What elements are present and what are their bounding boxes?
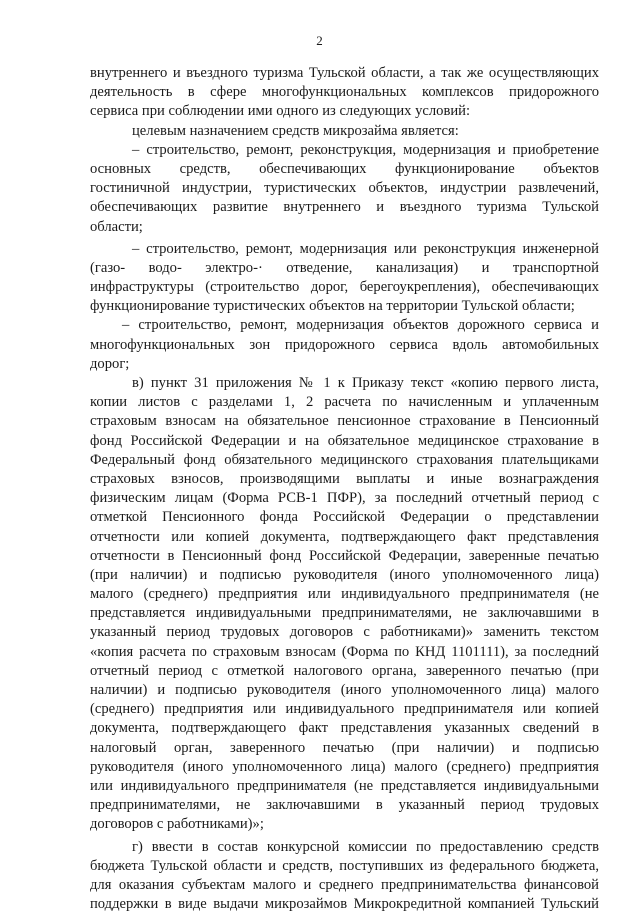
text-line: – строительство, ремонт, модернизация объектов дорожного сервиса и bbox=[122, 317, 599, 334]
text-line: дорог; bbox=[90, 355, 130, 372]
text-line: фонд Российской Федерации и на обязательное медицинское страхование в bbox=[90, 432, 599, 449]
text-line: внутреннего и въездного туризма Тульской области, а так же осуществляющих bbox=[90, 65, 599, 81]
text-line: г) ввести в состав конкурсной комиссии по предоставлению средств bbox=[132, 838, 599, 855]
text-line: (при наличии) и подписью руководителя (иного уполномоченного лица) bbox=[90, 566, 599, 583]
text-line: обеспечивающих развитие внутреннего и въездного туризма Тульской bbox=[90, 199, 599, 216]
text-line: или индивидуального предпринимателя (не представляется индивидуальными bbox=[90, 777, 599, 794]
text-line: наличии) и подписью руководителя (иного уполномоченного лица) малого bbox=[90, 682, 599, 698]
document-body bbox=[90, 64, 599, 914]
text-line: основных средств, обеспечивающих функционирование объектов bbox=[90, 160, 599, 177]
text-line: (газо- водо- электро-· отведение, канализация) и транспортной bbox=[90, 259, 599, 276]
text-line: страховым взносам на обязательное пенсионное страхование в Пенсионный bbox=[90, 413, 599, 430]
text-line: налоговый орган, заверенного печатью (при наличии) и подписью bbox=[90, 739, 599, 756]
page-number: 2 bbox=[316, 33, 323, 48]
text-line: отметкой Пенсионного фонда Российской Федерации о представлении bbox=[90, 509, 599, 526]
text-line: – строительство, ремонт, реконструкция, модернизация и приобретение bbox=[132, 141, 599, 158]
text-line: договоров с работниками)»; bbox=[90, 816, 264, 833]
text-line: области; bbox=[90, 218, 143, 235]
text-line: указанный период трудовых договоров с работниками)» заменить текстом bbox=[90, 624, 599, 641]
text-line: целевым назначением средств микрозайма является: bbox=[132, 122, 459, 139]
text-line: отчетности в Пенсионный фонд Российской Федерации, заверенные печатью bbox=[90, 547, 599, 564]
text-line: отчетный период с отметкой налогового органа, заверенного печатью (при bbox=[90, 662, 599, 679]
text-line: «копия расчета по страховым взносам (Форма по КНД 1101111), за последний bbox=[90, 643, 599, 660]
text-line: (среднего) предприятия или индивидуального предпринимателя или копией bbox=[90, 701, 599, 718]
text-line: – строительство, ремонт, модернизация или реконструкция инженерной bbox=[132, 240, 599, 257]
text-line: малого (среднего) предприятия или индивидуального предпринимателя (не bbox=[90, 586, 599, 603]
text-line: функционирование туристических объектов на территории Тульской области; bbox=[90, 298, 575, 315]
text-line: для оказания субъектам малого и среднего предпринимательства финансовой bbox=[90, 876, 599, 893]
text-line: страховых взносов, производящими выплаты и иные вознаграждения bbox=[90, 470, 599, 487]
text-line: копии листов с разделами 1, 2 расчета по начисленным и уплаченным bbox=[90, 394, 599, 411]
text-line: представляется индивидуальными предпринимателями, не заключавшими в bbox=[90, 605, 599, 622]
text-line: инфраструктуры (строительство дорог, берегоукрепления), обеспечивающих bbox=[90, 279, 599, 296]
text-line: предпринимателями, не заключавшими в указанный период трудовых bbox=[90, 797, 599, 814]
text-line: многофункциональных зон придорожного сервиса вдоль автомобильных bbox=[90, 336, 599, 353]
text-line: руководителя (иного уполномоченного лица) малого (среднего) предприятия bbox=[90, 758, 599, 775]
text-line: физическим лицам (Форма РСВ-1 ПФР), за последний отчетный период с bbox=[90, 490, 599, 507]
text-line: поддержки в виде выдачи микрозаймов Микрокредитной компанией Тульский bbox=[90, 896, 599, 913]
text-line: отчетности или копией документа, подтверждающего факт представления bbox=[90, 528, 599, 545]
text-line: в) пункт 31 приложения № 1 к Приказу текст «копию первого листа, bbox=[132, 375, 599, 391]
text-line: гостиничной индустрии, туристических объектов, индустрии развлечений, bbox=[90, 180, 599, 197]
text-line: бюджета Тульской области и средств, поступивших из федерального бюджета, bbox=[90, 857, 599, 874]
text-line: сервиса при соблюдении ими одного из следующих условий: bbox=[90, 103, 471, 120]
text-line: Федеральный фонд обязательного медицинского страхования плательщиками bbox=[90, 451, 599, 468]
text-line: документа, подтверждающего факт представления указанных сведений в bbox=[90, 720, 599, 737]
text-line: деятельность в сфере многофункциональных комплексов придорожного bbox=[90, 84, 599, 101]
